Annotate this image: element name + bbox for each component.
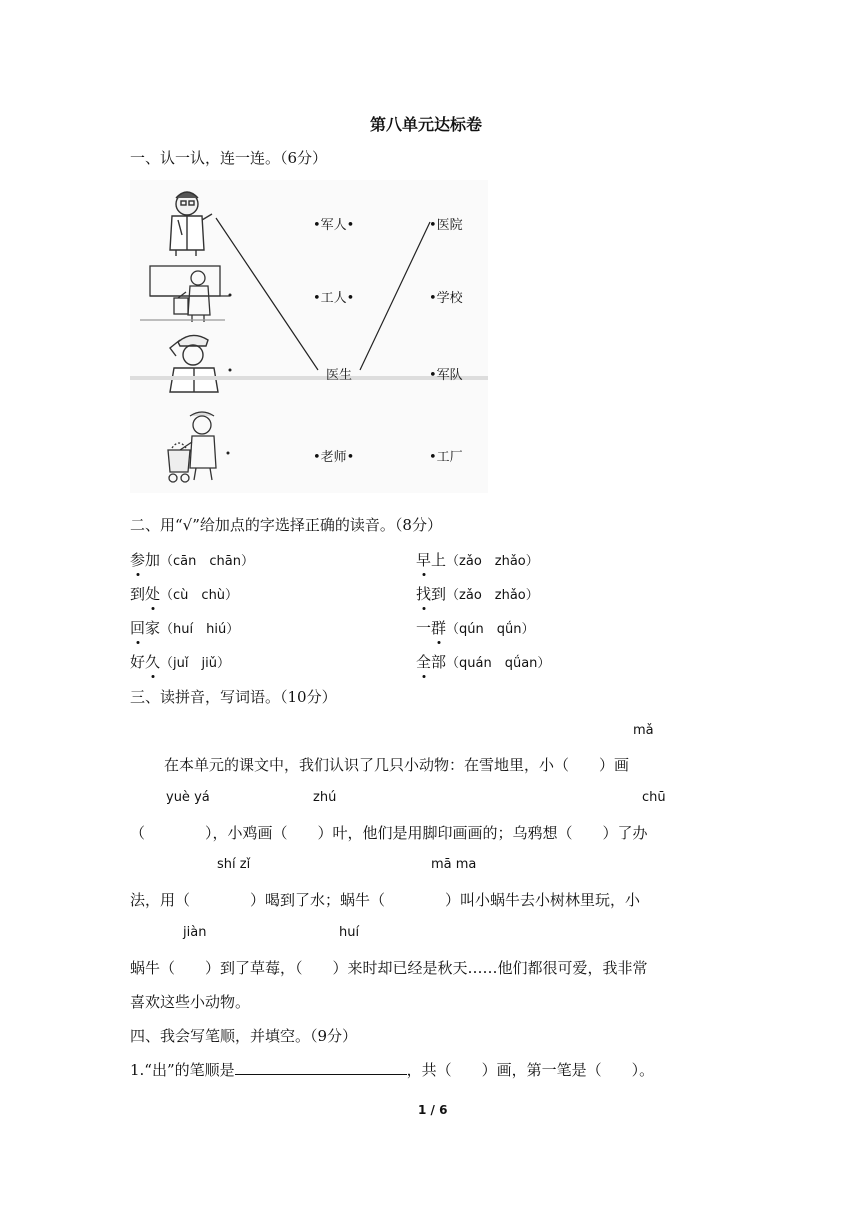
pinyin-options: （quán qǘan） [446, 656, 551, 671]
dotted-char: 找 [416, 585, 432, 603]
char: 到 [130, 585, 146, 603]
dotted-char: 久 [145, 653, 161, 671]
q1-heading: 一、认一认，连一连。（6分） [130, 149, 328, 167]
pinyin-shizi: shí zǐ [217, 857, 251, 872]
pinyin-options: （huí hiú） [160, 622, 240, 637]
dotted-char: 回 [130, 619, 146, 637]
soldier-figure [170, 335, 218, 392]
worker-figure [168, 412, 216, 482]
middle-word-teacher: •老师• [313, 450, 355, 465]
dotted-char: 处 [145, 585, 161, 603]
pinyin-chu: chū [642, 790, 666, 805]
doctor-figure [170, 192, 212, 256]
char: 加 [145, 551, 161, 569]
q3-line-2: （ ），小鸡画（ ）叶，他们是用脚印画画的；乌鸦想（ ）了办 [130, 824, 648, 842]
dotted-char: 早 [416, 551, 432, 569]
q3-line-5: 喜欢这些小动物。 [130, 993, 251, 1011]
q2-item-6 [416, 617, 535, 638]
pinyin-options: （cān chān） [160, 554, 254, 569]
right-word-hospital: •医院 [429, 218, 463, 233]
teacher-figure [140, 266, 230, 322]
q2-item-4 [416, 583, 539, 604]
pinyin-options: （juǐ jiǔ） [160, 656, 230, 671]
q2-heading: 二、用“√”给加点的字选择正确的读音。（8分） [130, 516, 442, 534]
middle-word-soldier: •军人• [313, 218, 355, 233]
middle-word-worker: •工人• [313, 291, 355, 306]
q2-item-1 [130, 549, 254, 570]
char: 一 [416, 619, 432, 637]
q2-item-7 [130, 651, 230, 672]
dotted-char: 参 [130, 551, 146, 569]
dotted-char: 群 [431, 619, 447, 637]
q2-item-5 [130, 617, 239, 638]
pinyin-mama: mā ma [431, 857, 477, 872]
pinyin-options: （cù chù） [160, 588, 239, 603]
q3-line-1: 在本单元的课文中，我们认识了几只小动物：在雪地里，小（ ）画 [164, 756, 630, 774]
pinyin-yueya: yuè yá [166, 790, 210, 805]
middle-word-doctor: 医生 [326, 368, 353, 383]
pinyin-options: （zǎo zhǎo） [446, 554, 539, 569]
char: 好 [130, 653, 146, 671]
q3-heading: 三、读拼音，写词语。（10分） [130, 688, 337, 706]
pinyin-zhu: zhú [313, 790, 337, 805]
char: 到 [431, 585, 447, 603]
q2-item-2 [416, 549, 539, 570]
q3-line-3: 法，用（ ）喝到了水；蜗牛（ ）叫小蜗牛去小树林里玩，小 [130, 891, 641, 909]
q2-item-8 [416, 651, 550, 672]
right-word-factory: •工厂 [429, 450, 463, 465]
q4-item-1-rest: ，共（ ）画，第一笔是（ ）。 [406, 1061, 655, 1079]
dotted-char: 全 [416, 653, 432, 671]
pinyin-ma: mǎ [633, 723, 654, 738]
right-word-army: •军队 [429, 368, 463, 383]
page-number: 1 / 6 [418, 1103, 448, 1117]
q2-item-3 [130, 583, 238, 604]
right-word-school: •学校 [429, 291, 463, 306]
char: 上 [431, 551, 447, 569]
pinyin-options: （zǎo zhǎo） [446, 588, 539, 603]
matching-figure [130, 180, 488, 493]
q4-heading: 四、我会写笔顺，并填空。（9分） [130, 1027, 358, 1045]
q4-item-1-label: 1.“出”的笔顺是 [130, 1061, 235, 1079]
q4-item-1 [130, 1059, 654, 1080]
pinyin-hui: huí [339, 925, 360, 940]
q3-line-4: 蜗牛（ ）到了草莓，（ ）来时却已经是秋天……他们都很可爱，我非常 [130, 959, 648, 977]
pinyin-jian: jiàn [183, 925, 207, 940]
page-title: 第八单元达标卷 [370, 115, 483, 134]
stroke-order-blank[interactable] [235, 1060, 407, 1075]
char: 部 [431, 653, 447, 671]
char: 家 [145, 619, 161, 637]
pinyin-options: （qún qǘn） [446, 622, 535, 637]
